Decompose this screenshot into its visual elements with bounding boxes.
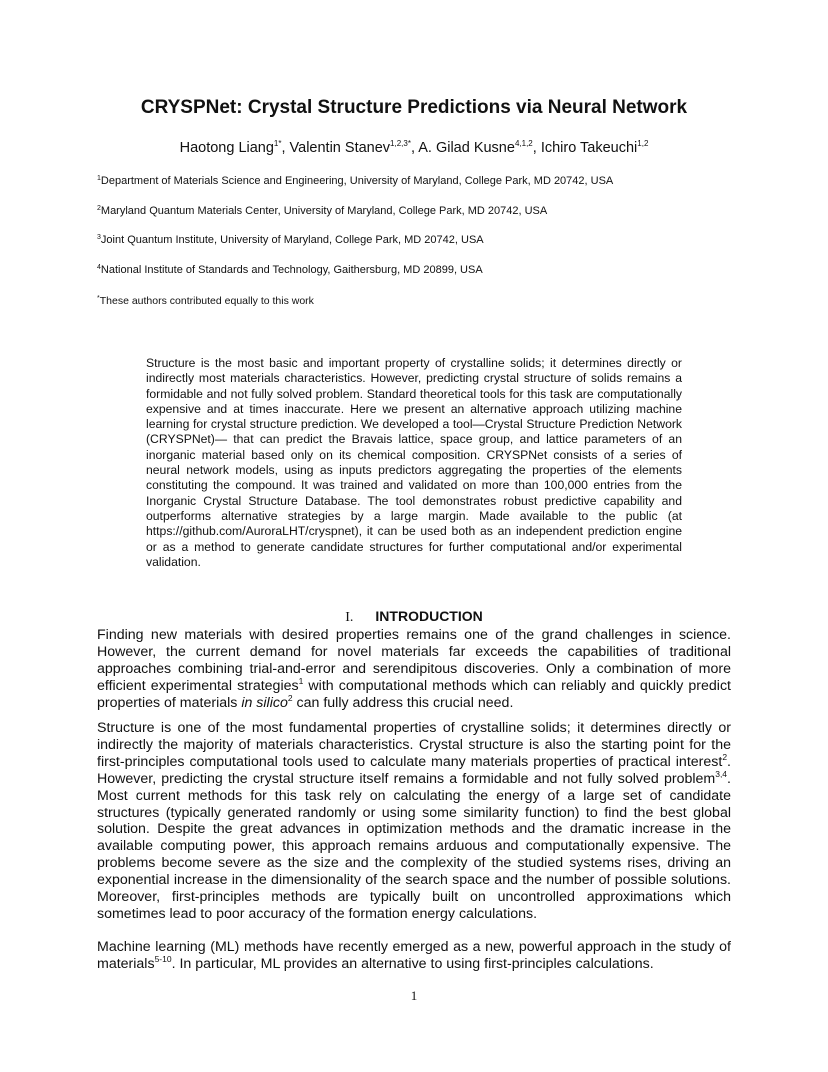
abstract: Structure is the most basic and important property of crystalline solids; it determines directly or indirectly most materials characteristics. However, predicting crystal structure of solids remains a formidable and not fully solved problem. Standard theoretical tools for this task are computationally expensive and at times inaccurate. Here we present an alternative approach utilizing machine learning for crystal structure prediction. We developed a tool—Crystal Structure Prediction Network (CRYSPNet)— that can predict the Bravais lattice, space group, and lattice parameters of an inorganic material based only on its chemical composition. CRYSPNet consists of a series of neural network models, using as inputs predictors aggregating the properties of the elements constituting the compound. It was trained and validated on more than 100,000 entries from the Inorganic Crystal Structure Database. The tool demonstrates robust predictive capability and outperforms alternative strategies by a large margin. Made available to the public (at https://github.com/AuroraLHT/cryspnet), it can be used both as an independent prediction engine or as a method to generate candidate structures for further computational and/or experimental validation. bbox=[146, 356, 682, 569]
paragraph-text: Finding new materials with desired properties remains one of the grand challenges in science. However, the current demand for novel materials far exceeds the capabilities of traditional approaches combining trial-and-error and serendipitous discoveries. Only a combination of more efficient experimental strategies bbox=[97, 627, 731, 694]
author-name: Ichiro Takeuchi bbox=[540, 140, 638, 156]
equal-contribution-note bbox=[97, 295, 314, 307]
citation-superscript: 2 bbox=[287, 692, 293, 703]
author-separator: , bbox=[532, 140, 541, 156]
author-superscript: 4,1,2 bbox=[514, 139, 533, 148]
paper-title: CRYSPNet: Crystal Structure Predictions via Neural Network bbox=[140, 97, 688, 118]
intro-paragraph bbox=[97, 720, 731, 923]
author-separator: , bbox=[281, 140, 290, 156]
italic-term: in silico bbox=[241, 694, 288, 711]
author-superscript: 1* bbox=[273, 139, 282, 148]
author-name: A. Gilad Kusne bbox=[418, 140, 515, 156]
affiliation-superscript: 3 bbox=[97, 234, 101, 241]
author-list bbox=[0, 139, 828, 156]
intro-paragraph bbox=[97, 939, 731, 973]
affiliation-text: Department of Materials Science and Engineering, University of Maryland, College Park, MD 20742, USA bbox=[100, 175, 614, 187]
paragraph-text: Machine learning (ML) methods have recently emerged as a new, powerful approach in the study of materials bbox=[97, 939, 731, 972]
paragraph-text: Structure is one of the most fundamental properties of crystalline solids; it determines directly or indirectly the majority of materials characteristics. Crystal structure is also the starting point for the first-principles computational tools used to calculate many materials properties of practical interest bbox=[97, 720, 731, 770]
citation-superscript: 5-10 bbox=[154, 953, 172, 964]
affiliation-text: These authors contributed equally to this work bbox=[99, 295, 314, 307]
paragraph-text: . In particular, ML provides an alternative to using first-principles calculations. bbox=[171, 955, 654, 972]
intro-paragraph bbox=[97, 627, 731, 712]
affiliation-text: Maryland Quantum Materials Center, University of Maryland, College Park, MD 20742, USA bbox=[100, 205, 548, 217]
paragraph-text: with computational methods which can reliably and quickly predict properties of materials bbox=[97, 677, 731, 711]
section-title: INTRODUCTION bbox=[375, 608, 483, 624]
affiliation-superscript: 2 bbox=[97, 205, 101, 212]
section-heading bbox=[0, 608, 828, 626]
page-number: 1 bbox=[410, 988, 418, 1003]
paragraph-text: can fully address this crucial need. bbox=[292, 694, 514, 711]
author-name: Haotong Liang bbox=[179, 140, 274, 156]
paragraph-text: . Most current methods for this task rely on calculating the energy of a large set of candidate structures (typically generated randomly or using some similarity function) to find the best global solution. Despite the great advances in optimization methods and the dramatic increase in the available computing power, this approach remains arduous and computationally expensive. The problems become severe as the size and the complexity of the studied systems rises, driving an exponential increase in the dimensionality of the search space and the number of possible solutions. Moreover, first-principles methods are typically built on uncontrolled approximations which sometimes lead to poor accuracy of the formation energy calculations. bbox=[97, 770, 731, 922]
affiliation bbox=[97, 205, 547, 217]
affiliation-text: Joint Quantum Institute, University of Maryland, College Park, MD 20742, USA bbox=[100, 234, 484, 246]
affiliation-superscript: * bbox=[97, 295, 100, 302]
citation-superscript: 1 bbox=[298, 675, 304, 686]
affiliation-superscript: 4 bbox=[97, 264, 101, 271]
author-superscript: 1,2,3* bbox=[390, 139, 411, 148]
author-superscript: 1,2 bbox=[637, 139, 649, 148]
affiliation-text: National Institute of Standards and Technology, Gaithersburg, MD 20899, USA bbox=[100, 264, 483, 276]
citation-superscript: 3,4 bbox=[715, 768, 728, 779]
author-separator: , bbox=[410, 140, 419, 156]
section-number: I. bbox=[345, 610, 354, 625]
affiliation bbox=[97, 264, 483, 276]
affiliation-superscript: 1 bbox=[97, 175, 101, 182]
author-name: Valentin Stanev bbox=[289, 140, 391, 156]
affiliation bbox=[97, 175, 613, 187]
citation-superscript: 2 bbox=[722, 751, 728, 762]
affiliation bbox=[97, 234, 484, 246]
paragraph-text: . However, predicting the crystal structure itself remains a formidable and not fully solved problem bbox=[97, 753, 731, 787]
